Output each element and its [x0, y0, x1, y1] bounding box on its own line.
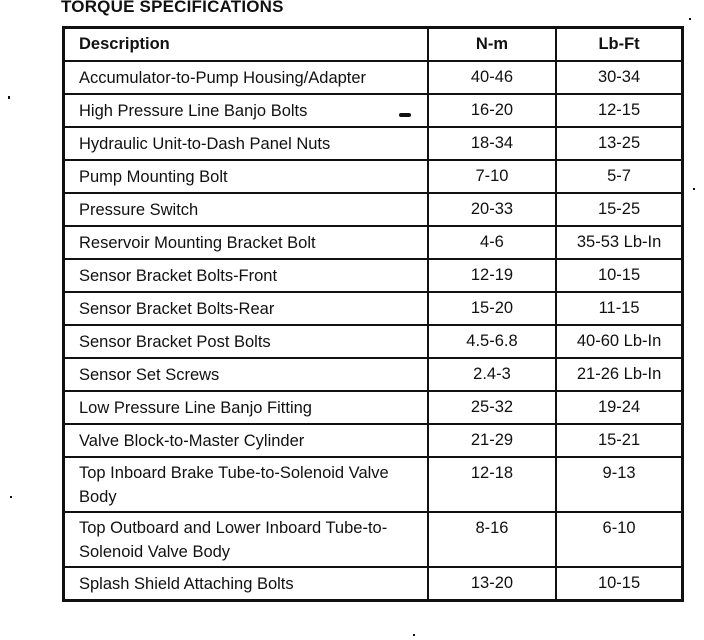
row-lbft-value: 11-15 [556, 292, 682, 325]
row-description: Top Outboard and Lower Inboard Tube-to-Solenoid Valve Body [64, 512, 428, 567]
column-header-lbft: Lb-Ft [556, 28, 682, 62]
row-nm-value: 40-46 [428, 61, 556, 94]
scan-mark [8, 96, 10, 99]
column-header-description: Description [64, 28, 428, 62]
row-nm-value: 2.4-3 [428, 358, 556, 391]
table-body [64, 61, 683, 601]
scan-mark [693, 188, 695, 190]
row-description: Sensor Set Screws [64, 358, 428, 391]
scan-mark [399, 113, 411, 117]
row-lbft-value: 6-10 [556, 512, 682, 567]
row-description: Hydraulic Unit-to-Dash Panel Nuts [64, 127, 428, 160]
row-lbft-value: 9-13 [556, 457, 682, 512]
row-nm-value: 4-6 [428, 226, 556, 259]
table-row [64, 512, 683, 567]
table-row [64, 226, 683, 259]
row-nm-value: 21-29 [428, 424, 556, 457]
scan-mark [689, 18, 691, 20]
row-description: Valve Block-to-Master Cylinder [64, 424, 428, 457]
row-nm-value: 8-16 [428, 512, 556, 567]
table-row [64, 94, 683, 127]
table-row [64, 567, 683, 601]
row-nm-value: 25-32 [428, 391, 556, 424]
table-row [64, 358, 683, 391]
row-lbft-value: 35-53 Lb-In [556, 226, 682, 259]
row-nm-value: 15-20 [428, 292, 556, 325]
column-header-nm: N-m [428, 28, 556, 62]
table-row [64, 259, 683, 292]
row-nm-value: 16-20 [428, 94, 556, 127]
row-nm-value: 12-19 [428, 259, 556, 292]
row-lbft-value: 21-26 Lb-In [556, 358, 682, 391]
row-nm-value: 4.5-6.8 [428, 325, 556, 358]
table-row [64, 292, 683, 325]
table-row [64, 457, 683, 512]
row-lbft-value: 19-24 [556, 391, 682, 424]
table-row [64, 424, 683, 457]
row-lbft-value: 15-25 [556, 193, 682, 226]
row-description: Top Inboard Brake Tube-to-Solenoid Valve Body [64, 457, 428, 512]
table-row [64, 160, 683, 193]
row-description: Accumulator-to-Pump Housing/Adapter [64, 61, 428, 94]
row-lbft-value: 10-15 [556, 259, 682, 292]
row-lbft-value: 13-25 [556, 127, 682, 160]
row-lbft-value: 12-15 [556, 94, 682, 127]
table-row [64, 61, 683, 94]
row-lbft-value: 30-34 [556, 61, 682, 94]
row-description: Splash Shield Attaching Bolts [64, 567, 428, 601]
table-row [64, 127, 683, 160]
row-nm-value: 20-33 [428, 193, 556, 226]
row-description: Pressure Switch [64, 193, 428, 226]
page-title: TORQUE SPECIFICATIONS [61, 0, 284, 16]
torque-spec-table [62, 26, 684, 602]
row-lbft-value: 10-15 [556, 567, 682, 601]
scan-mark [413, 634, 415, 636]
row-description: Pump Mounting Bolt [64, 160, 428, 193]
table-row [64, 325, 683, 358]
row-description: Sensor Bracket Bolts-Rear [64, 292, 428, 325]
row-nm-value: 13-20 [428, 567, 556, 601]
scan-mark [10, 496, 12, 498]
row-lbft-value: 15-21 [556, 424, 682, 457]
table-row [64, 391, 683, 424]
row-description: High Pressure Line Banjo Bolts [64, 94, 428, 127]
row-description: Sensor Bracket Bolts-Front [64, 259, 428, 292]
row-description: Sensor Bracket Post Bolts [64, 325, 428, 358]
row-lbft-value: 40-60 Lb-In [556, 325, 682, 358]
row-nm-value: 12-18 [428, 457, 556, 512]
row-description: Reservoir Mounting Bracket Bolt [64, 226, 428, 259]
row-nm-value: 7-10 [428, 160, 556, 193]
table-row [64, 193, 683, 226]
row-nm-value: 18-34 [428, 127, 556, 160]
row-description: Low Pressure Line Banjo Fitting [64, 391, 428, 424]
row-lbft-value: 5-7 [556, 160, 682, 193]
table-header-row [64, 28, 683, 62]
